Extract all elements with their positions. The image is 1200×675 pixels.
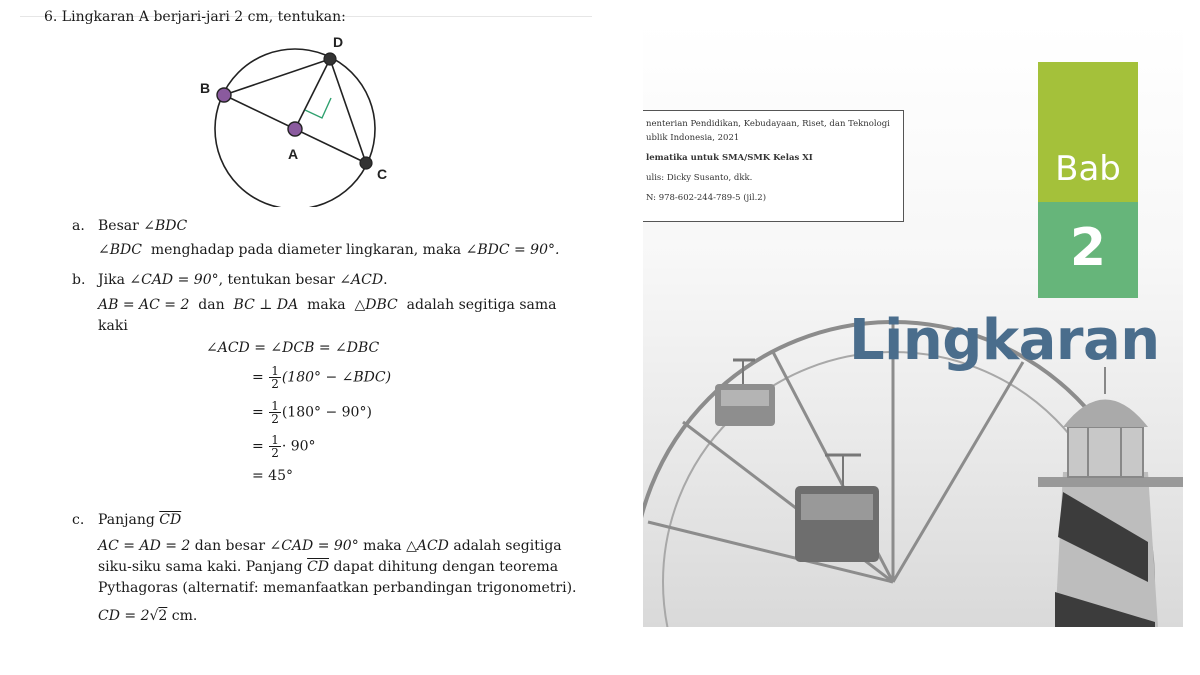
book-cover xyxy=(643,22,1183,627)
part-b-line2: kaki xyxy=(98,318,128,334)
part-c-line3: Pythagoras (alternatif: memanfaatkan perbandingan trigonometri). xyxy=(98,580,577,596)
pub-line-3: lematika untuk SMA/SMK Kelas XI xyxy=(646,153,813,163)
label-d: D xyxy=(333,34,344,50)
part-a-label: a. xyxy=(72,218,85,234)
part-b-l1-m3: △DBC xyxy=(354,297,398,313)
label-c: C xyxy=(377,166,388,182)
eq2-equals: = xyxy=(252,369,264,386)
eq2-den: 2 xyxy=(271,377,279,391)
part-a-sol-math2: ∠BDC = 90°. xyxy=(465,242,560,258)
part-b-eq5: = 45° xyxy=(252,468,293,484)
pub-line-1: nenterian Pendidikan, Kebudayaan, Riset, dan Teknologi xyxy=(646,119,890,129)
part-a-sol-text: menghadap pada diameter lingkaran, maka xyxy=(150,242,462,258)
label-a: A xyxy=(288,146,299,162)
problem-title: 6. Lingkaran A berjari-jari 2 cm, tentukan: xyxy=(44,9,346,25)
eq2-rest: (180° − ∠BDC) xyxy=(281,369,392,386)
pub-line-4: ulis: Dicky Susanto, dkk. xyxy=(646,173,753,183)
part-a-title-text: Besar xyxy=(98,218,139,234)
pub-line-2: ublik Indonesia, 2021 xyxy=(646,133,740,143)
part-c-l2-t1: siku-siku sama kaki. Panjang xyxy=(98,559,303,575)
part-a-solution xyxy=(98,242,559,258)
part-c-ans-math: CD = 2 xyxy=(98,608,150,624)
part-b-eq3 xyxy=(252,400,372,425)
bab-label: Bab xyxy=(1055,149,1121,189)
part-b-l1-m2: BC ⊥ DA xyxy=(233,297,299,313)
sqrt-symbol: √ xyxy=(149,608,159,624)
chapter-title: Lingkaran xyxy=(849,308,1160,373)
part-b-t1: Jika xyxy=(98,272,125,288)
circle-diagram xyxy=(190,32,390,207)
part-b-label: b. xyxy=(72,272,86,288)
part-b-l1-t2: maka xyxy=(307,297,346,313)
eq4-den: 2 xyxy=(271,446,279,460)
eq3-rest: (180° − 90°) xyxy=(281,404,372,421)
part-c-l1-t3: adalah segitiga xyxy=(453,538,562,554)
part-c-ans-sqrt: 2 xyxy=(158,608,168,624)
pub-line-5: N: 978-602-244-789-5 (jil.2) xyxy=(646,193,767,203)
gondola-2-icon xyxy=(795,455,879,562)
part-b-l1-t1: dan xyxy=(198,297,225,313)
part-c-l1-m1: AC = AD = 2 xyxy=(98,538,191,554)
eq4-fraction xyxy=(269,434,281,459)
part-c-answer xyxy=(98,608,197,624)
part-b-t2: , tentukan besar xyxy=(218,272,335,288)
part-a-title-math: ∠BDC xyxy=(143,218,188,234)
eq3-den: 2 xyxy=(271,412,279,426)
part-c-l1-t2: maka xyxy=(363,538,402,554)
eq4-rest: · 90° xyxy=(281,438,316,455)
eq2-fraction xyxy=(269,365,281,390)
part-b-line1 xyxy=(98,297,557,313)
part-c-ans-unit: cm. xyxy=(171,608,198,624)
chord-dc xyxy=(330,59,366,163)
lighthouse-icon xyxy=(1038,367,1183,627)
eq3-equals: = xyxy=(252,404,264,421)
eq3-num: 1 xyxy=(271,399,279,413)
part-c-title-text: Panjang xyxy=(98,512,155,528)
point-b xyxy=(217,88,231,102)
point-c xyxy=(360,157,372,169)
part-c-l1-m2: ∠CAD = 90° xyxy=(269,538,359,554)
eq4-num: 1 xyxy=(271,433,279,447)
part-c-l1-m3: △ACD xyxy=(406,538,449,554)
label-b: B xyxy=(200,80,211,96)
part-c-label: c. xyxy=(72,512,85,528)
part-b-eq4 xyxy=(252,434,316,459)
chapter-number-box xyxy=(1038,202,1138,298)
part-a-sol-math1: ∠BDC xyxy=(98,242,142,258)
eq3-fraction xyxy=(269,400,281,425)
part-c-l2-m1: $\overline{CD}$ xyxy=(307,559,330,575)
bab-box xyxy=(1038,62,1138,202)
part-c-l2-t2: dapat dihitung dengan teorema xyxy=(333,559,559,575)
chapter-number: 2 xyxy=(1069,218,1107,278)
part-b-l1-m1: AB = AC = 2 xyxy=(98,297,190,313)
eq4-equals: = xyxy=(252,438,264,455)
part-b-title xyxy=(98,272,388,288)
part-b-t3: . xyxy=(383,272,388,288)
publication-info-box xyxy=(643,110,904,222)
part-c-l1-t1: dan besar xyxy=(194,538,266,554)
part-b-eq2 xyxy=(252,365,391,390)
point-a xyxy=(288,122,302,136)
part-b-m2: ∠ACD xyxy=(339,272,384,288)
eq2-num: 1 xyxy=(271,364,279,378)
part-b-m1: ∠CAD = 90° xyxy=(129,272,219,288)
part-b-l1-t3: adalah segitiga sama xyxy=(406,297,557,313)
point-d xyxy=(324,53,336,65)
part-a-title xyxy=(98,218,187,234)
part-c-title xyxy=(98,512,181,528)
part-b-eq1: ∠ACD = ∠DCB = ∠DBC xyxy=(206,340,380,356)
part-c-line1 xyxy=(98,538,562,554)
part-c-line2 xyxy=(98,559,558,575)
part-c-title-math: $\overline{CD}$ xyxy=(159,512,182,528)
